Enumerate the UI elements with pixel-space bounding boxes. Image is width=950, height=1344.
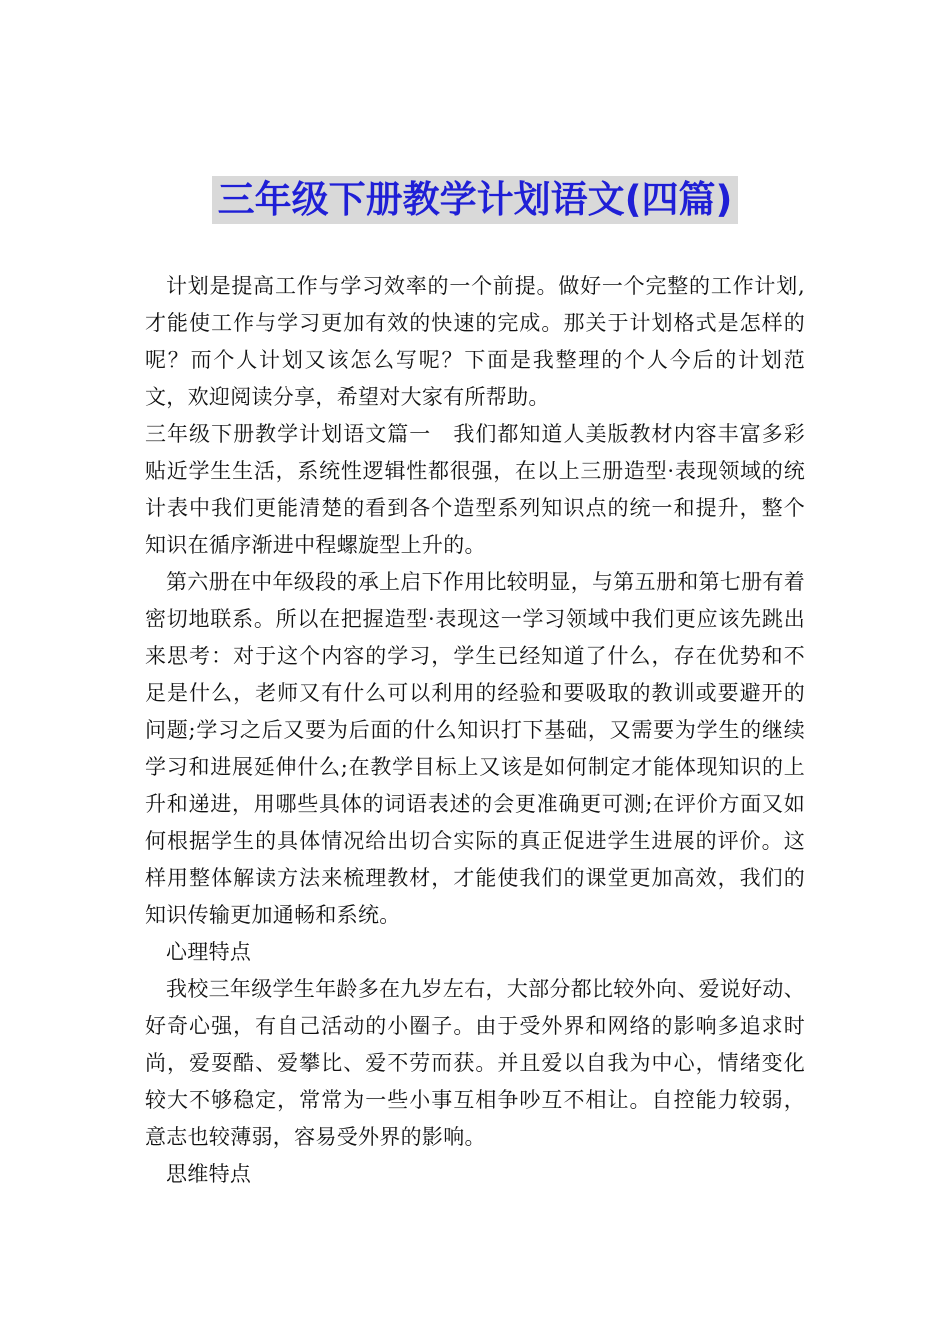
book-six-paragraph: 第六册在中年级段的承上启下作用比较明显，与第五册和第七册有着密切地联系。所以在把握造型·表现这一学习领域中我们更应该先跳出来思考：对于这个内容的学习，学生已经知道了什么，存在优势和不足是什么，老师又有什么可以利用的经验和要吸取的教训或要避开的问题;学习之后又要为后面的什么知识打下基础，又需要为学生的继续学习和进展延伸什么;在教学目标上又该是如何制定才能体现知识的上升和递进，用哪些具体的词语表述的会更准确更可测;在评价方面又如何根据学生的具体情况给出切合实际的真正促进学生进展的评价。这样用整体解读方法来梳理教材，才能使我们的课堂更加高效，我们的知识传输更加通畅和系统。 [145,570,805,927]
document-title: 三年级下册教学计划语文(四篇) [212,176,739,224]
psych-heading: 心理特点 [166,940,252,964]
thinking-heading: 思维特点 [166,1162,252,1186]
intro-paragraph: 计划是提高工作与学习效率的一个前提。做好一个完整的工作计划,才能使工作与学习更加有效的快速的完成。那关于计划格式是怎样的呢？而个人计划又该怎么写呢？下面是我整理的个人今后的计划范文，欢迎阅读分享，希望对大家有所帮助。 [145,274,805,409]
psych-paragraph: 我校三年级学生年龄多在九岁左右，大部分都比较外向、爱说好动、好奇心强，有自己活动的小圈子。由于受外界和网络的影响多追求时尚，爱耍酷、爱攀比、爱不劳而获。并且爱以自我为中心，情绪变化较大不够稳定，常常为一些小事互相争吵互不相让。自控能力较弱，意志也较薄弱，容易受外界的影响。 [145,977,805,1149]
title-container [0,176,950,224]
document-body [145,268,805,1193]
section-one-paragraph: 三年级下册教学计划语文篇一 我们都知道人美版教材内容丰富多彩贴近学生生活，系统性逻辑性都很强，在以上三册造型·表现领域的统计表中我们更能清楚的看到各个造型系列知识点的统一和提升，整个知识在循序渐进中程螺旋型上升的。 [145,422,805,557]
